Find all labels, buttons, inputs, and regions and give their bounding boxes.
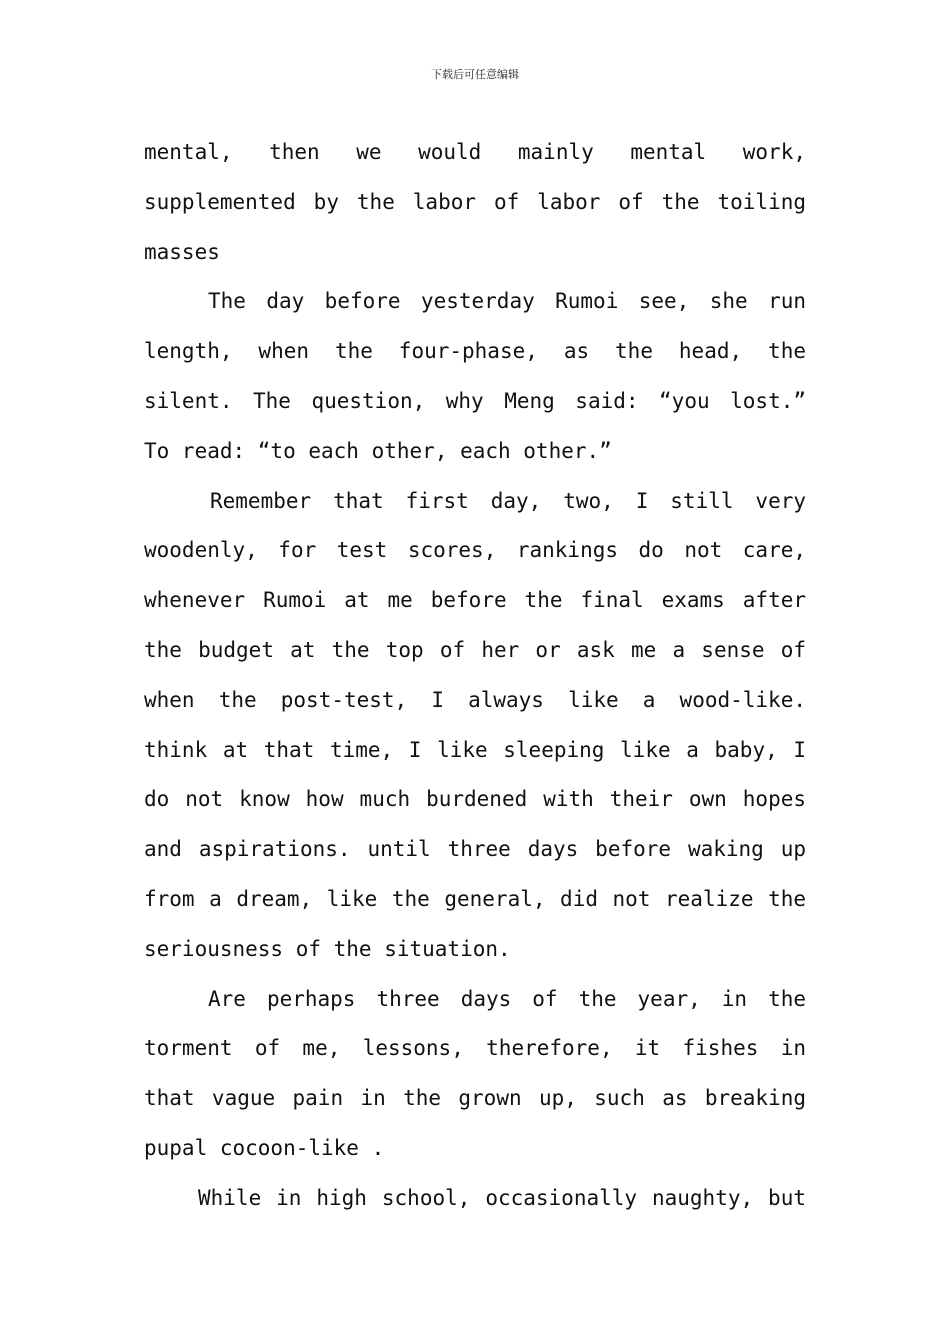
text-line: Remember that first day, two, I still very — [210, 488, 806, 513]
paragraph-5 — [144, 1174, 806, 1224]
page-header-caption: 下载后可任意编辑 — [431, 68, 519, 81]
text-line: woodenly, for test scores, rankings do not care, — [144, 538, 806, 563]
text-line: seriousness of the situation. — [144, 936, 511, 961]
text-line: silent. The question, why Meng said: “you lost.” — [144, 388, 806, 413]
document-body — [144, 128, 806, 1224]
text-line: when the post-test, I always like a wood-like. — [144, 687, 806, 712]
text-line: supplemented by the labor of labor of the toiling — [144, 189, 806, 214]
text-line: pupal cocoon-like . — [144, 1135, 385, 1160]
paragraph-4 — [144, 975, 806, 1174]
text-line: do not know how much burdened with their own hopes — [144, 787, 806, 812]
text-line: and aspirations. until three days before waking up — [144, 837, 806, 862]
text-line: The day before yesterday Rumoi see, she run — [208, 289, 806, 314]
text-line: from a dream, like the general, did not realize the — [144, 886, 806, 911]
paragraph-1 — [144, 128, 806, 277]
text-line: length, when the four-phase, as the head, the — [144, 339, 806, 364]
text-line: mental, then we would mainly mental work, — [144, 140, 806, 164]
text-line: that vague pain in the grown up, such as breaking — [144, 1086, 806, 1111]
text-line: torment of me, lessons, therefore, it fishes in — [144, 1036, 806, 1061]
paragraph-3 — [144, 477, 806, 975]
text-line: the budget at the top of her or ask me a sense of — [144, 637, 806, 662]
paragraph-2 — [144, 277, 806, 476]
text-line: Are perhaps three days of the year, in the — [208, 986, 806, 1011]
text-line: whenever Rumoi at me before the final exams after — [144, 588, 806, 613]
text-line: While in high school, occasionally naughty, but — [198, 1185, 806, 1210]
text-line: To read: “to each other, each other.” — [144, 438, 612, 463]
text-line: think at that time, I like sleeping like a baby, I — [144, 737, 806, 762]
text-line: masses — [144, 239, 220, 264]
